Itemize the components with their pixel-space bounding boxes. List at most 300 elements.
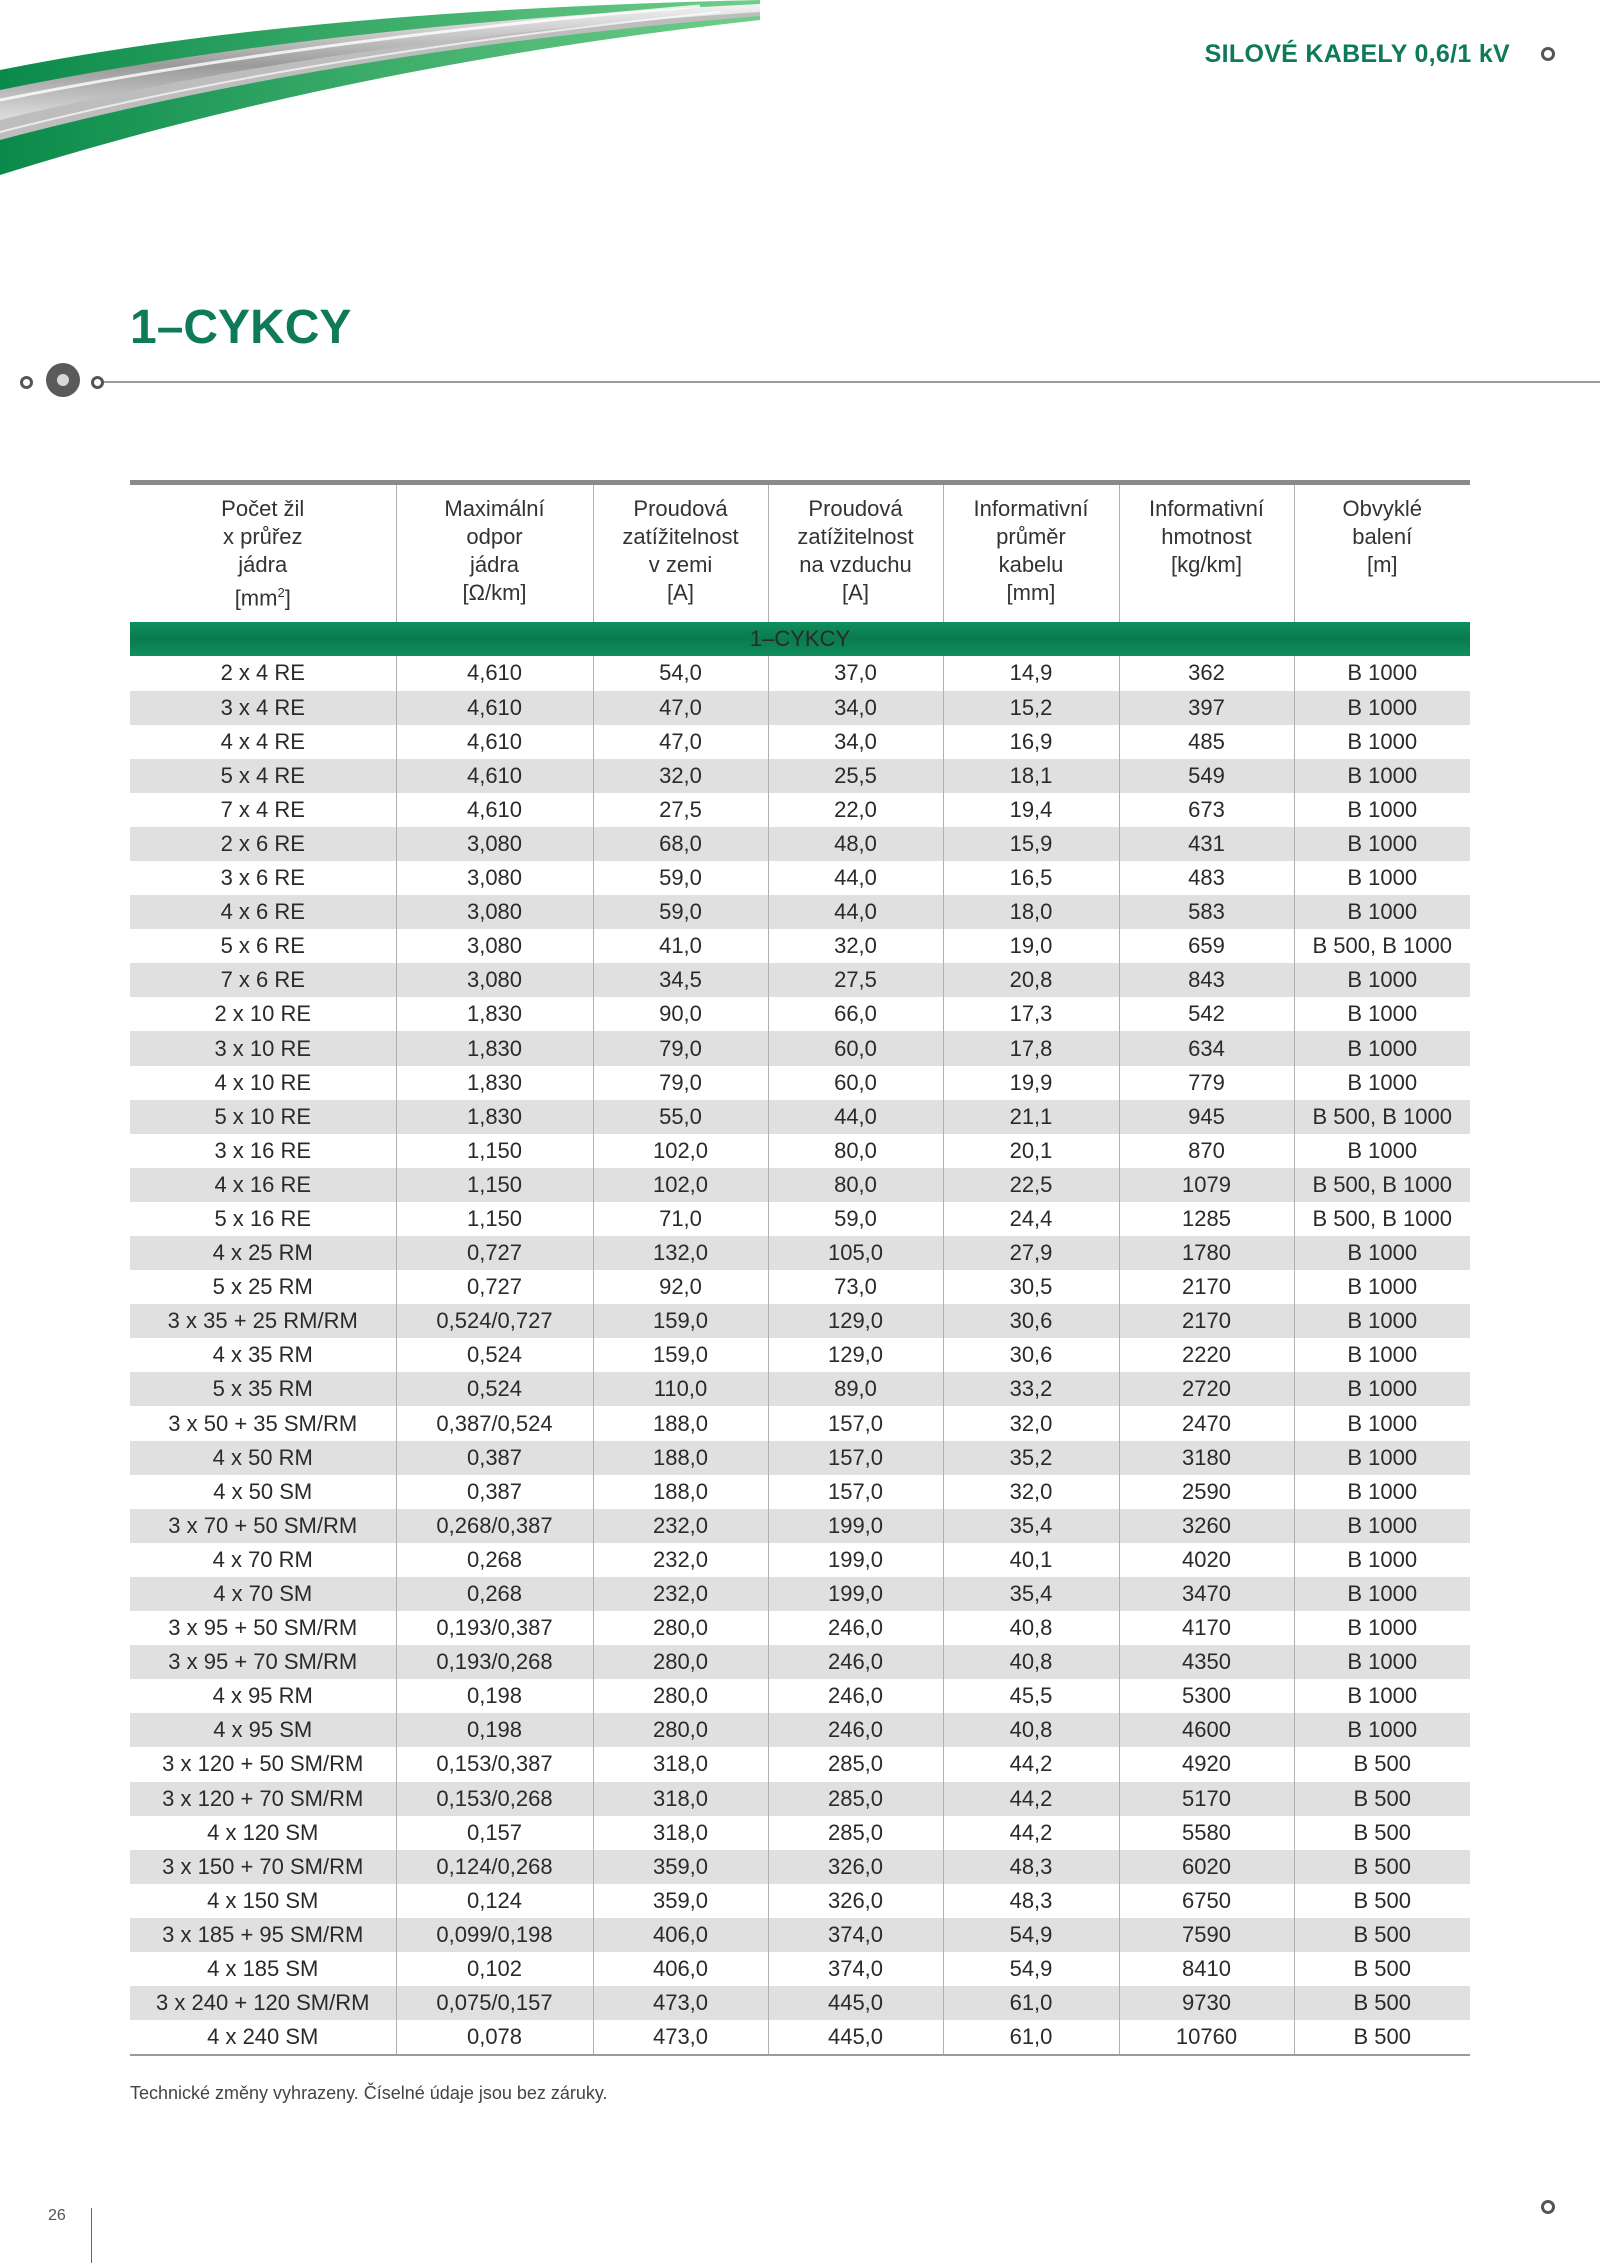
table-row <box>130 997 1470 1031</box>
table-cell: 0,727 <box>396 1270 593 1304</box>
cable-graphic <box>0 0 760 180</box>
table-cell: 30,6 <box>943 1338 1119 1372</box>
table-cell: 19,0 <box>943 929 1119 963</box>
table-cell: 6020 <box>1119 1850 1294 1884</box>
table-cell: B 1000 <box>1294 1236 1470 1270</box>
table-cell: B 500 <box>1294 1952 1470 1986</box>
table-cell: 4 x 50 SM <box>130 1475 396 1509</box>
table-cell: 483 <box>1119 861 1294 895</box>
table-cell: 19,4 <box>943 793 1119 827</box>
table-cell: 246,0 <box>768 1611 943 1645</box>
table-cell: 159,0 <box>593 1304 768 1338</box>
table-cell: 20,1 <box>943 1134 1119 1168</box>
table-cell: B 1000 <box>1294 656 1470 690</box>
table-cell: 0,268 <box>396 1577 593 1611</box>
table-cell: 4 x 70 RM <box>130 1543 396 1577</box>
table-cell: 59,0 <box>593 895 768 929</box>
table-cell: 48,0 <box>768 827 943 861</box>
table-row <box>130 1884 1470 1918</box>
table-row <box>130 1202 1470 1236</box>
table-cell: B 1000 <box>1294 1270 1470 1304</box>
table-cell: 129,0 <box>768 1304 943 1338</box>
table-cell: 4 x 150 SM <box>130 1884 396 1918</box>
table-cell: 44,0 <box>768 861 943 895</box>
table-cell: 3 x 10 RE <box>130 1031 396 1065</box>
table-cell: B 1000 <box>1294 1713 1470 1747</box>
table-cell: 14,9 <box>943 656 1119 690</box>
table-row <box>130 1611 1470 1645</box>
table-cell: 232,0 <box>593 1543 768 1577</box>
table-cell: 3 x 185 + 95 SM/RM <box>130 1918 396 1952</box>
table-cell: 280,0 <box>593 1611 768 1645</box>
column-header: Maximální odpor jádra [Ω/km] <box>396 485 593 622</box>
table-cell: 4600 <box>1119 1713 1294 1747</box>
column-header: Počet žil x průřez jádra $[mm^2]$ <box>130 485 396 622</box>
table-cell: 199,0 <box>768 1577 943 1611</box>
table-row <box>130 1543 1470 1577</box>
table-cell: 80,0 <box>768 1168 943 1202</box>
page-divider <box>91 2208 92 2263</box>
table-cell: 3 x 70 + 50 SM/RM <box>130 1509 396 1543</box>
table-cell: 1,830 <box>396 1031 593 1065</box>
table-cell: 35,2 <box>943 1441 1119 1475</box>
table-cell: 188,0 <box>593 1441 768 1475</box>
table-cell: 45,5 <box>943 1679 1119 1713</box>
table-row <box>130 1986 1470 2020</box>
table-cell: 10760 <box>1119 2020 1294 2055</box>
table-cell: 4 x 25 RM <box>130 1236 396 1270</box>
table-cell: 0,078 <box>396 2020 593 2055</box>
section-label: 1–CYKCY <box>130 622 1470 656</box>
table-cell: 2 x 6 RE <box>130 827 396 861</box>
table-cell: 27,5 <box>768 963 943 997</box>
table-cell: 326,0 <box>768 1850 943 1884</box>
table-cell: 15,9 <box>943 827 1119 861</box>
table-cell: B 1000 <box>1294 1679 1470 1713</box>
table-cell: 5580 <box>1119 1816 1294 1850</box>
table-cell: 20,8 <box>943 963 1119 997</box>
table-cell: 18,1 <box>943 759 1119 793</box>
table-cell: B 1000 <box>1294 1645 1470 1679</box>
table-cell: 199,0 <box>768 1509 943 1543</box>
column-header: Proudová zatížitelnost na vzduchu [A] <box>768 485 943 622</box>
table-cell: 89,0 <box>768 1372 943 1406</box>
table-cell: 110,0 <box>593 1372 768 1406</box>
column-header: Informativní průměr kabelu [mm] <box>943 485 1119 622</box>
table-cell: 4 x 16 RE <box>130 1168 396 1202</box>
header-title: SILOVÉ KABELY 0,6/1 kV <box>1204 40 1510 68</box>
table-row <box>130 1134 1470 1168</box>
table-row <box>130 1168 1470 1202</box>
table-cell: 5 x 35 RM <box>130 1372 396 1406</box>
table-cell: B 1000 <box>1294 1611 1470 1645</box>
table-cell: 0,124 <box>396 1884 593 1918</box>
table-cell: 61,0 <box>943 2020 1119 2055</box>
table-cell: 1,150 <box>396 1134 593 1168</box>
table-cell: 542 <box>1119 997 1294 1031</box>
table-cell: 0,075/0,157 <box>396 1986 593 2020</box>
table-cell: 32,0 <box>943 1475 1119 1509</box>
table-cell: 0,524/0,727 <box>396 1304 593 1338</box>
table-cell: B 500 <box>1294 1850 1470 1884</box>
table-row <box>130 1304 1470 1338</box>
table-cell: 0,193/0,268 <box>396 1645 593 1679</box>
table-row <box>130 1031 1470 1065</box>
table-cell: 5 x 16 RE <box>130 1202 396 1236</box>
table-cell: 2170 <box>1119 1304 1294 1338</box>
table-cell: 4 x 240 SM <box>130 2020 396 2055</box>
table-cell: 4,610 <box>396 725 593 759</box>
table-cell: 3,080 <box>396 929 593 963</box>
table-cell: 55,0 <box>593 1100 768 1134</box>
table-cell: 60,0 <box>768 1031 943 1065</box>
table-row <box>130 1338 1470 1372</box>
table-cell: 44,0 <box>768 895 943 929</box>
table-cell: 33,2 <box>943 1372 1119 1406</box>
table-cell: 3,080 <box>396 827 593 861</box>
table-cell: 3470 <box>1119 1577 1294 1611</box>
table-cell: 7590 <box>1119 1918 1294 1952</box>
table-cell: 406,0 <box>593 1952 768 1986</box>
table-row <box>130 1100 1470 1134</box>
table-cell: 0,387 <box>396 1441 593 1475</box>
table-cell: 2720 <box>1119 1372 1294 1406</box>
table-cell: 24,4 <box>943 1202 1119 1236</box>
table-cell: 0,268 <box>396 1543 593 1577</box>
table-cell: 129,0 <box>768 1338 943 1372</box>
table-cell: 843 <box>1119 963 1294 997</box>
table-cell: 34,0 <box>768 725 943 759</box>
table-row <box>130 1270 1470 1304</box>
table-cell: 473,0 <box>593 2020 768 2055</box>
table-cell: B 1000 <box>1294 861 1470 895</box>
table-cell: B 1000 <box>1294 1509 1470 1543</box>
table-cell: 285,0 <box>768 1782 943 1816</box>
table-cell: 73,0 <box>768 1270 943 1304</box>
table-cell: 280,0 <box>593 1713 768 1747</box>
table-cell: 2170 <box>1119 1270 1294 1304</box>
table-cell: 1,830 <box>396 997 593 1031</box>
table-cell: 362 <box>1119 656 1294 690</box>
table-cell: 102,0 <box>593 1168 768 1202</box>
table-cell: B 1000 <box>1294 1066 1470 1100</box>
table-cell: 17,8 <box>943 1031 1119 1065</box>
table-cell: 232,0 <box>593 1509 768 1543</box>
table-cell: 673 <box>1119 793 1294 827</box>
table-cell: 4350 <box>1119 1645 1294 1679</box>
table-cell: 4020 <box>1119 1543 1294 1577</box>
table-cell: 27,9 <box>943 1236 1119 1270</box>
table-row <box>130 963 1470 997</box>
table-cell: 5170 <box>1119 1782 1294 1816</box>
table-cell: 246,0 <box>768 1645 943 1679</box>
table-cell: 157,0 <box>768 1475 943 1509</box>
table-cell: 246,0 <box>768 1679 943 1713</box>
page-number: 26 <box>48 2207 66 2224</box>
table-cell: 157,0 <box>768 1441 943 1475</box>
table-cell: 34,5 <box>593 963 768 997</box>
table-cell: 0,124/0,268 <box>396 1850 593 1884</box>
table-cell: 40,1 <box>943 1543 1119 1577</box>
table-cell: 6750 <box>1119 1884 1294 1918</box>
table-cell: B 1000 <box>1294 691 1470 725</box>
table-cell: 280,0 <box>593 1645 768 1679</box>
table-cell: 0,198 <box>396 1713 593 1747</box>
table-cell: 7 x 6 RE <box>130 963 396 997</box>
footnote: Technické změny vyhrazeny. Číselné údaje jsou bez záruky. <box>130 2083 608 2103</box>
table-cell: 3 x 4 RE <box>130 691 396 725</box>
table-cell: 15,2 <box>943 691 1119 725</box>
table-row <box>130 1782 1470 1816</box>
table-cell: 246,0 <box>768 1713 943 1747</box>
table-cell: 4,610 <box>396 793 593 827</box>
table-cell: 30,5 <box>943 1270 1119 1304</box>
title-divider <box>100 381 1600 383</box>
table-cell: 90,0 <box>593 997 768 1031</box>
table-row <box>130 1850 1470 1884</box>
table-cell: B 1000 <box>1294 997 1470 1031</box>
table-cell: 3 x 120 + 50 SM/RM <box>130 1747 396 1781</box>
table-cell: 583 <box>1119 895 1294 929</box>
table-section-row <box>130 622 1470 656</box>
table-cell: 779 <box>1119 1066 1294 1100</box>
table-cell: B 500 <box>1294 1884 1470 1918</box>
table-cell: B 1000 <box>1294 1372 1470 1406</box>
table-row <box>130 1645 1470 1679</box>
table-cell: 0,198 <box>396 1679 593 1713</box>
table-cell: 4,610 <box>396 691 593 725</box>
table-cell: 37,0 <box>768 656 943 690</box>
table-cell: 3,080 <box>396 963 593 997</box>
table-row <box>130 1679 1470 1713</box>
table-cell: B 500 <box>1294 1986 1470 2020</box>
table-cell: 2 x 4 RE <box>130 656 396 690</box>
table-cell: 21,1 <box>943 1100 1119 1134</box>
table-cell: 71,0 <box>593 1202 768 1236</box>
table-cell: 3 x 240 + 120 SM/RM <box>130 1986 396 2020</box>
table-cell: 68,0 <box>593 827 768 861</box>
table-cell: 0,387/0,524 <box>396 1406 593 1440</box>
table-cell: B 1000 <box>1294 1338 1470 1372</box>
table-cell: 659 <box>1119 929 1294 963</box>
table-cell: 66,0 <box>768 997 943 1031</box>
table-row <box>130 1918 1470 1952</box>
table-cell: 1,830 <box>396 1100 593 1134</box>
table-cell: 318,0 <box>593 1782 768 1816</box>
table-cell: 3 x 6 RE <box>130 861 396 895</box>
table-cell: 2590 <box>1119 1475 1294 1509</box>
column-header: Obvyklé balení [m] <box>1342 496 1422 577</box>
table-cell: 132,0 <box>593 1236 768 1270</box>
table-row <box>130 1475 1470 1509</box>
table-cell: 80,0 <box>768 1134 943 1168</box>
table-cell: 1780 <box>1119 1236 1294 1270</box>
table-row <box>130 1066 1470 1100</box>
table-cell: 1,830 <box>396 1066 593 1100</box>
table-cell: 7 x 4 RE <box>130 793 396 827</box>
table-cell: 3 x 16 RE <box>130 1134 396 1168</box>
column-header: Informativní hmotnost [kg/km] <box>1119 485 1294 622</box>
table-cell: 8410 <box>1119 1952 1294 1986</box>
table-cell: 102,0 <box>593 1134 768 1168</box>
table-cell: 1079 <box>1119 1168 1294 1202</box>
table-cell: B 1000 <box>1294 1134 1470 1168</box>
table-cell: 431 <box>1119 827 1294 861</box>
table-cell: 359,0 <box>593 1884 768 1918</box>
table-cell: 473,0 <box>593 1986 768 2020</box>
table-cell: 105,0 <box>768 1236 943 1270</box>
table-cell: B 500, B 1000 <box>1294 929 1470 963</box>
bullet-icon <box>91 376 104 389</box>
table-row <box>130 1406 1470 1440</box>
table-cell: 2 x 10 RE <box>130 997 396 1031</box>
table-cell: 0,102 <box>396 1952 593 1986</box>
table-cell: 4 x 35 RM <box>130 1338 396 1372</box>
table-cell: 4,610 <box>396 656 593 690</box>
table-cell: 549 <box>1119 759 1294 793</box>
table-cell: 16,9 <box>943 725 1119 759</box>
table-cell: 3 x 35 + 25 RM/RM <box>130 1304 396 1338</box>
table-cell: 159,0 <box>593 1338 768 1372</box>
table-cell: 16,5 <box>943 861 1119 895</box>
table-row <box>130 1236 1470 1270</box>
table-cell: 22,0 <box>768 793 943 827</box>
table-cell: 0,099/0,198 <box>396 1918 593 1952</box>
table-cell: 0,524 <box>396 1338 593 1372</box>
table-row <box>130 1509 1470 1543</box>
circle-ornament-icon <box>46 363 80 397</box>
table-cell: B 1000 <box>1294 895 1470 929</box>
table-cell: 188,0 <box>593 1406 768 1440</box>
table-cell: 199,0 <box>768 1543 943 1577</box>
table-cell: 1,150 <box>396 1202 593 1236</box>
table-cell: 40,8 <box>943 1713 1119 1747</box>
table-cell: 4 x 6 RE <box>130 895 396 929</box>
table-cell: 4170 <box>1119 1611 1294 1645</box>
table-cell: 374,0 <box>768 1952 943 1986</box>
table-header-row <box>130 485 1470 622</box>
table-cell: 4920 <box>1119 1747 1294 1781</box>
table-cell: 4 x 185 SM <box>130 1952 396 1986</box>
table-cell: 318,0 <box>593 1816 768 1850</box>
table-cell: 48,3 <box>943 1850 1119 1884</box>
table-cell: 27,5 <box>593 793 768 827</box>
table-cell: B 1000 <box>1294 827 1470 861</box>
table-cell: 40,8 <box>943 1645 1119 1679</box>
table-row <box>130 1713 1470 1747</box>
table-cell: 44,0 <box>768 1100 943 1134</box>
table-cell: 4 x 50 RM <box>130 1441 396 1475</box>
table-cell: B 1000 <box>1294 1543 1470 1577</box>
table-cell: 4 x 95 RM <box>130 1679 396 1713</box>
table-cell: 3260 <box>1119 1509 1294 1543</box>
table-cell: 445,0 <box>768 2020 943 2055</box>
table-cell: 1285 <box>1119 1202 1294 1236</box>
table-cell: 2470 <box>1119 1406 1294 1440</box>
table-cell: 32,0 <box>768 929 943 963</box>
table-cell: 374,0 <box>768 1918 943 1952</box>
table-cell: 3,080 <box>396 861 593 895</box>
table-cell: 59,0 <box>768 1202 943 1236</box>
table-cell: 3180 <box>1119 1441 1294 1475</box>
table-cell: 5 x 6 RE <box>130 929 396 963</box>
table-row <box>130 1747 1470 1781</box>
table-cell: 397 <box>1119 691 1294 725</box>
table-row <box>130 861 1470 895</box>
table-cell: B 500 <box>1294 1782 1470 1816</box>
table-cell: B 1000 <box>1294 963 1470 997</box>
table-row <box>130 895 1470 929</box>
table-cell: 22,5 <box>943 1168 1119 1202</box>
table-cell: B 1000 <box>1294 759 1470 793</box>
table-cell: 0,524 <box>396 1372 593 1406</box>
table-cell: 318,0 <box>593 1747 768 1781</box>
table-cell: 32,0 <box>593 759 768 793</box>
table-cell: 3 x 120 + 70 SM/RM <box>130 1782 396 1816</box>
table-cell: 285,0 <box>768 1747 943 1781</box>
table-cell: 59,0 <box>593 861 768 895</box>
table-cell: 25,5 <box>768 759 943 793</box>
table-cell: 4 x 10 RE <box>130 1066 396 1100</box>
table-cell: B 500 <box>1294 1918 1470 1952</box>
table-cell: 54,9 <box>943 1952 1119 1986</box>
table-cell: 0,268/0,387 <box>396 1509 593 1543</box>
table-cell: 0,153/0,387 <box>396 1747 593 1781</box>
table-cell: 870 <box>1119 1134 1294 1168</box>
table-cell: 188,0 <box>593 1475 768 1509</box>
table-cell: 34,0 <box>768 691 943 725</box>
table-cell: 3 x 150 + 70 SM/RM <box>130 1850 396 1884</box>
table-cell: B 500, B 1000 <box>1294 1202 1470 1236</box>
table-cell: 0,727 <box>396 1236 593 1270</box>
table-cell: 47,0 <box>593 691 768 725</box>
table-cell: 485 <box>1119 725 1294 759</box>
table-cell: 60,0 <box>768 1066 943 1100</box>
table-cell: 48,3 <box>943 1884 1119 1918</box>
table-cell: B 500, B 1000 <box>1294 1100 1470 1134</box>
table-cell: 40,8 <box>943 1611 1119 1645</box>
table-cell: 44,2 <box>943 1782 1119 1816</box>
table-cell: 0,157 <box>396 1816 593 1850</box>
table-cell: 285,0 <box>768 1816 943 1850</box>
table-row <box>130 1816 1470 1850</box>
column-header: Proudová zatížitelnost v zemi [A] <box>593 485 768 622</box>
table-cell: 4 x 4 RE <box>130 725 396 759</box>
table-cell: 92,0 <box>593 1270 768 1304</box>
table-cell: B 500, B 1000 <box>1294 1168 1470 1202</box>
table-cell: B 1000 <box>1294 1577 1470 1611</box>
table-cell: 4 x 95 SM <box>130 1713 396 1747</box>
table-cell: 44,2 <box>943 1747 1119 1781</box>
table-cell: 1,150 <box>396 1168 593 1202</box>
table-cell: 18,0 <box>943 895 1119 929</box>
table-row <box>130 656 1470 690</box>
table-cell: 5 x 4 RE <box>130 759 396 793</box>
table-row <box>130 2020 1470 2055</box>
table-cell: 634 <box>1119 1031 1294 1065</box>
table-cell: 19,9 <box>943 1066 1119 1100</box>
table-cell: 0,387 <box>396 1475 593 1509</box>
table-cell: 326,0 <box>768 1884 943 1918</box>
table-cell: B 1000 <box>1294 1475 1470 1509</box>
bullet-icon <box>20 376 33 389</box>
table-row <box>130 827 1470 861</box>
table-cell: 3 x 95 + 70 SM/RM <box>130 1645 396 1679</box>
table-cell: B 500 <box>1294 2020 1470 2055</box>
table-cell: B 500 <box>1294 1747 1470 1781</box>
table-cell: 79,0 <box>593 1066 768 1100</box>
table-cell: 61,0 <box>943 1986 1119 2020</box>
